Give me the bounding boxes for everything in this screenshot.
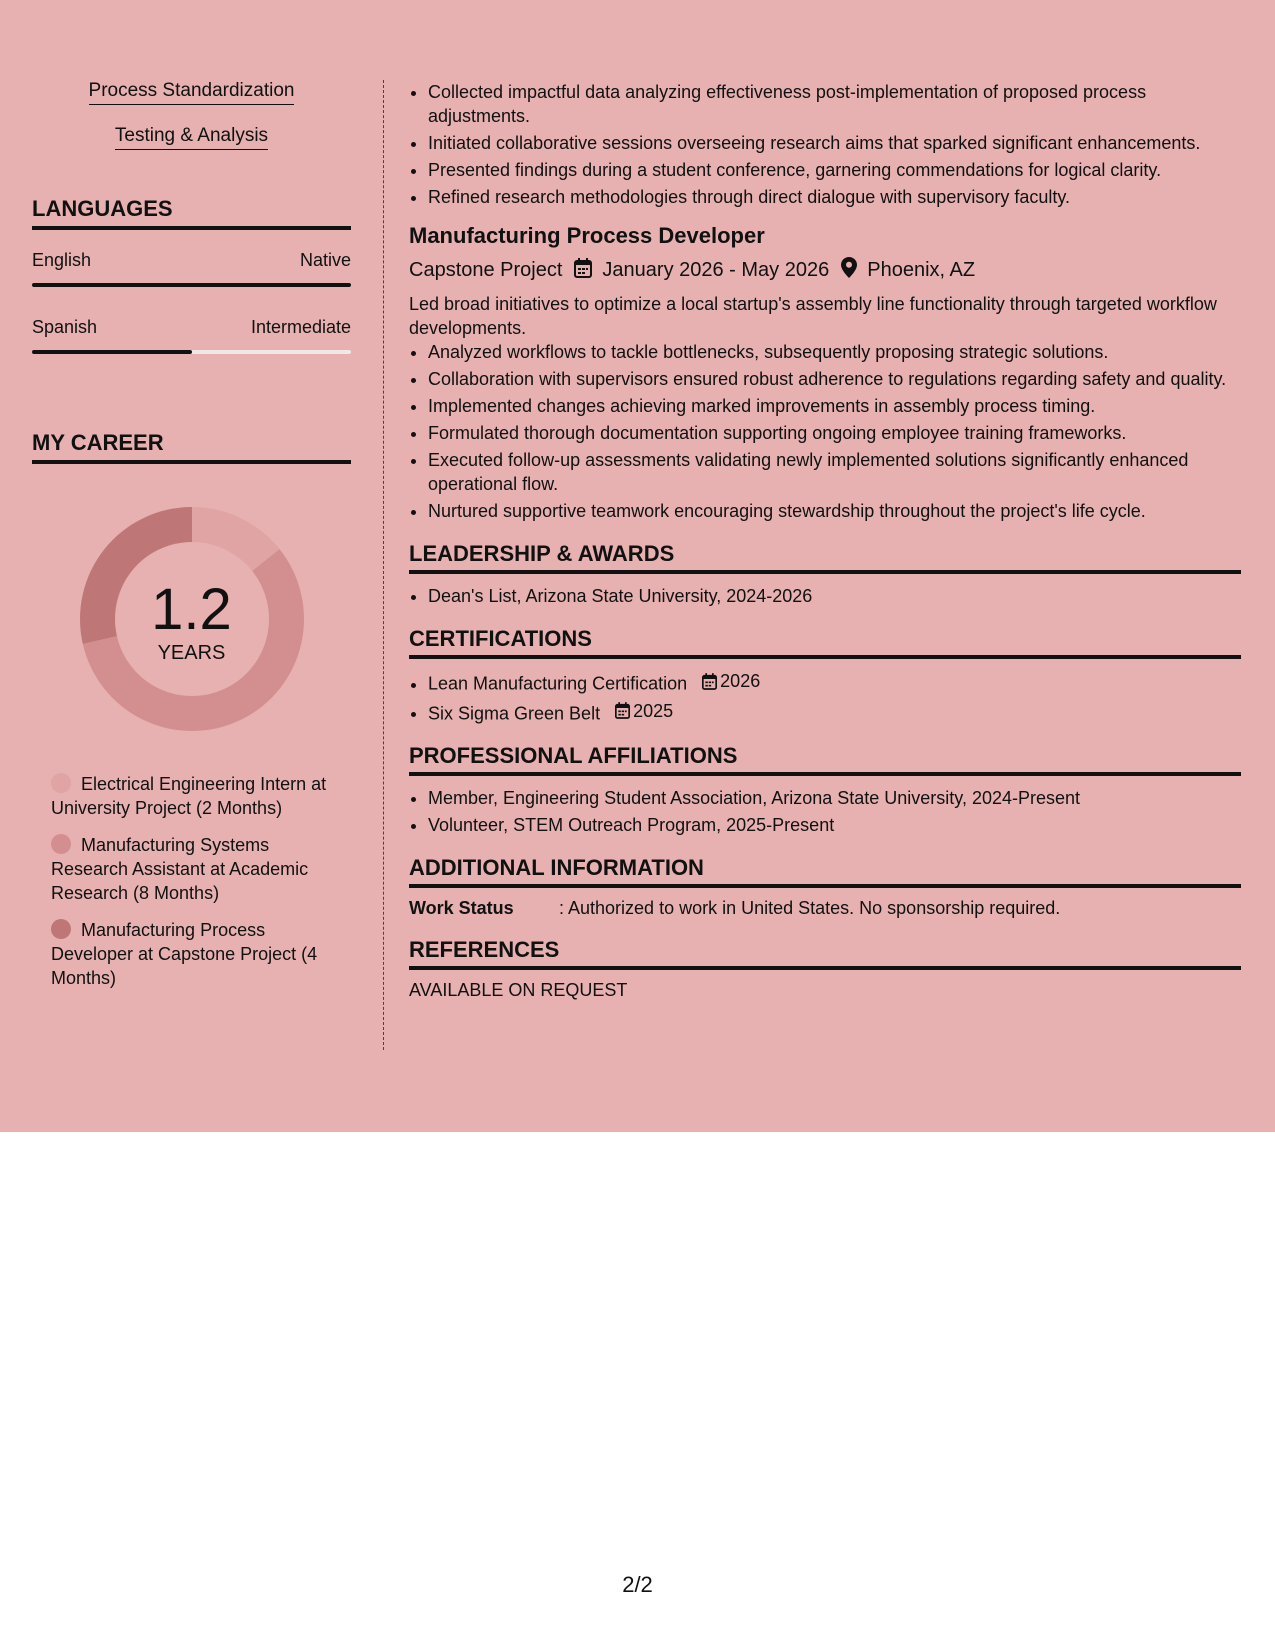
skill-item: Process Standardization xyxy=(32,80,351,105)
calendar-icon xyxy=(615,702,630,719)
career-heading: MY CAREER xyxy=(32,430,351,464)
references-heading: REFERENCES xyxy=(409,937,1241,970)
list-item: • Presented findings during a student conference, garnering commendations for logical clarity. xyxy=(428,158,1241,182)
references-text: AVAILABLE ON REQUEST xyxy=(409,980,628,1000)
right-column xyxy=(409,80,1241,1001)
language-name: Spanish xyxy=(32,317,98,337)
list-item: • Volunteer, STEM Outreach Program, 2025-Present xyxy=(428,813,1241,837)
list-item: • Nurtured supportive teamwork encouraging stewardship throughout the project's life cycle. xyxy=(428,499,1241,523)
career-legend-item: Electrical Engineering Intern at University Project (2 Months) xyxy=(51,774,327,818)
cert-year: 2025 xyxy=(633,700,674,721)
job-company: Capstone Project xyxy=(409,259,563,281)
list-item: • Implemented changes achieving marked improvements in assembly process timing. xyxy=(428,394,1241,418)
work-status-row xyxy=(409,898,1241,919)
career-total: 1.2 xyxy=(151,577,232,642)
list-item: • Refined research methodologies through direct dialogue with supervisory faculty. xyxy=(428,185,1241,209)
location-pin-icon xyxy=(841,257,857,284)
languages-heading: LANGUAGES xyxy=(32,196,351,230)
certifications-list xyxy=(409,669,1241,725)
language-level: Intermediate xyxy=(250,317,351,337)
list-item: • Initiated collaborative sessions overseeing research aims that sparked significant enhancements. xyxy=(428,131,1241,155)
legend-dot-icon xyxy=(51,834,71,854)
language-bar-fill xyxy=(32,283,351,287)
calendar-icon xyxy=(574,258,592,284)
language-bar-fill xyxy=(32,350,192,354)
job-description: Led broad initiatives to optimize a local startup's assembly line functionality through targeted workflow developments. xyxy=(409,294,1217,338)
work-status-value: : Authorized to work in United States. No sponsorship required. xyxy=(559,898,1061,918)
career-legend-item: Manufacturing Systems Research Assistant at Academic Research (8 Months) xyxy=(51,835,309,903)
list-item: • Collaboration with supervisors ensured robust adherence to regulations regarding safety and quality. xyxy=(428,367,1241,391)
language-level: Native xyxy=(299,250,351,270)
job-bullets xyxy=(409,340,1241,523)
list-item: • Member, Engineering Student Association, Arizona State University, 2024-Present xyxy=(428,786,1241,810)
page-number: 2/2 xyxy=(622,1572,653,1597)
list-item: • Six Sigma Green Belt 2025 xyxy=(428,699,1241,726)
column-divider xyxy=(383,80,384,1050)
certifications-heading: CERTIFICATIONS xyxy=(409,626,1241,659)
affiliations-list xyxy=(409,786,1241,837)
language-bar xyxy=(32,283,351,287)
leadership-list xyxy=(409,584,1241,608)
additional-info-heading: ADDITIONAL INFORMATION xyxy=(409,855,1241,888)
legend-dot-icon xyxy=(51,773,71,793)
list-item: • Analyzed workflows to tackle bottlenecks, subsequently proposing strategic solutions. xyxy=(428,340,1241,364)
career-donut-chart xyxy=(77,504,307,734)
job-location: Phoenix, AZ xyxy=(867,259,976,281)
job-meta xyxy=(409,257,1241,284)
list-item: • Formulated thorough documentation supporting ongoing employee training frameworks. xyxy=(428,421,1241,445)
list-item: • Executed follow-up assessments validating newly implemented solutions significantly enhanced operational flow. xyxy=(428,448,1241,496)
career-unit: YEARS xyxy=(157,642,226,664)
career-legend-item: Manufacturing Process Developer at Capstone Project (4 Months) xyxy=(51,920,318,988)
list-item: • Dean's List, Arizona State University, 2024-2026 xyxy=(428,584,1241,608)
legend-dot-icon xyxy=(51,919,71,939)
list-item: • Lean Manufacturing Certification 2026 xyxy=(428,669,1241,696)
affiliations-heading: PROFESSIONAL AFFILIATIONS xyxy=(409,743,1241,776)
job-dates: January 2026 - May 2026 xyxy=(602,259,830,281)
previous-job-bullets xyxy=(409,80,1241,209)
language-name: English xyxy=(32,250,92,270)
language-row xyxy=(32,317,351,338)
job-title: Manufacturing Process Developer xyxy=(409,223,765,248)
work-status-label: Work Status xyxy=(409,898,514,918)
list-item: • Collected impactful data analyzing effectiveness post-implementation of proposed process adjustments. xyxy=(428,80,1241,128)
language-bar xyxy=(32,350,351,354)
career-legend xyxy=(32,772,351,990)
calendar-icon xyxy=(702,673,717,690)
leadership-heading: LEADERSHIP & AWARDS xyxy=(409,541,1241,574)
skill-item: Testing & Analysis xyxy=(32,125,351,150)
cert-year: 2026 xyxy=(720,671,761,691)
language-row xyxy=(32,250,351,271)
left-column xyxy=(32,80,351,1003)
